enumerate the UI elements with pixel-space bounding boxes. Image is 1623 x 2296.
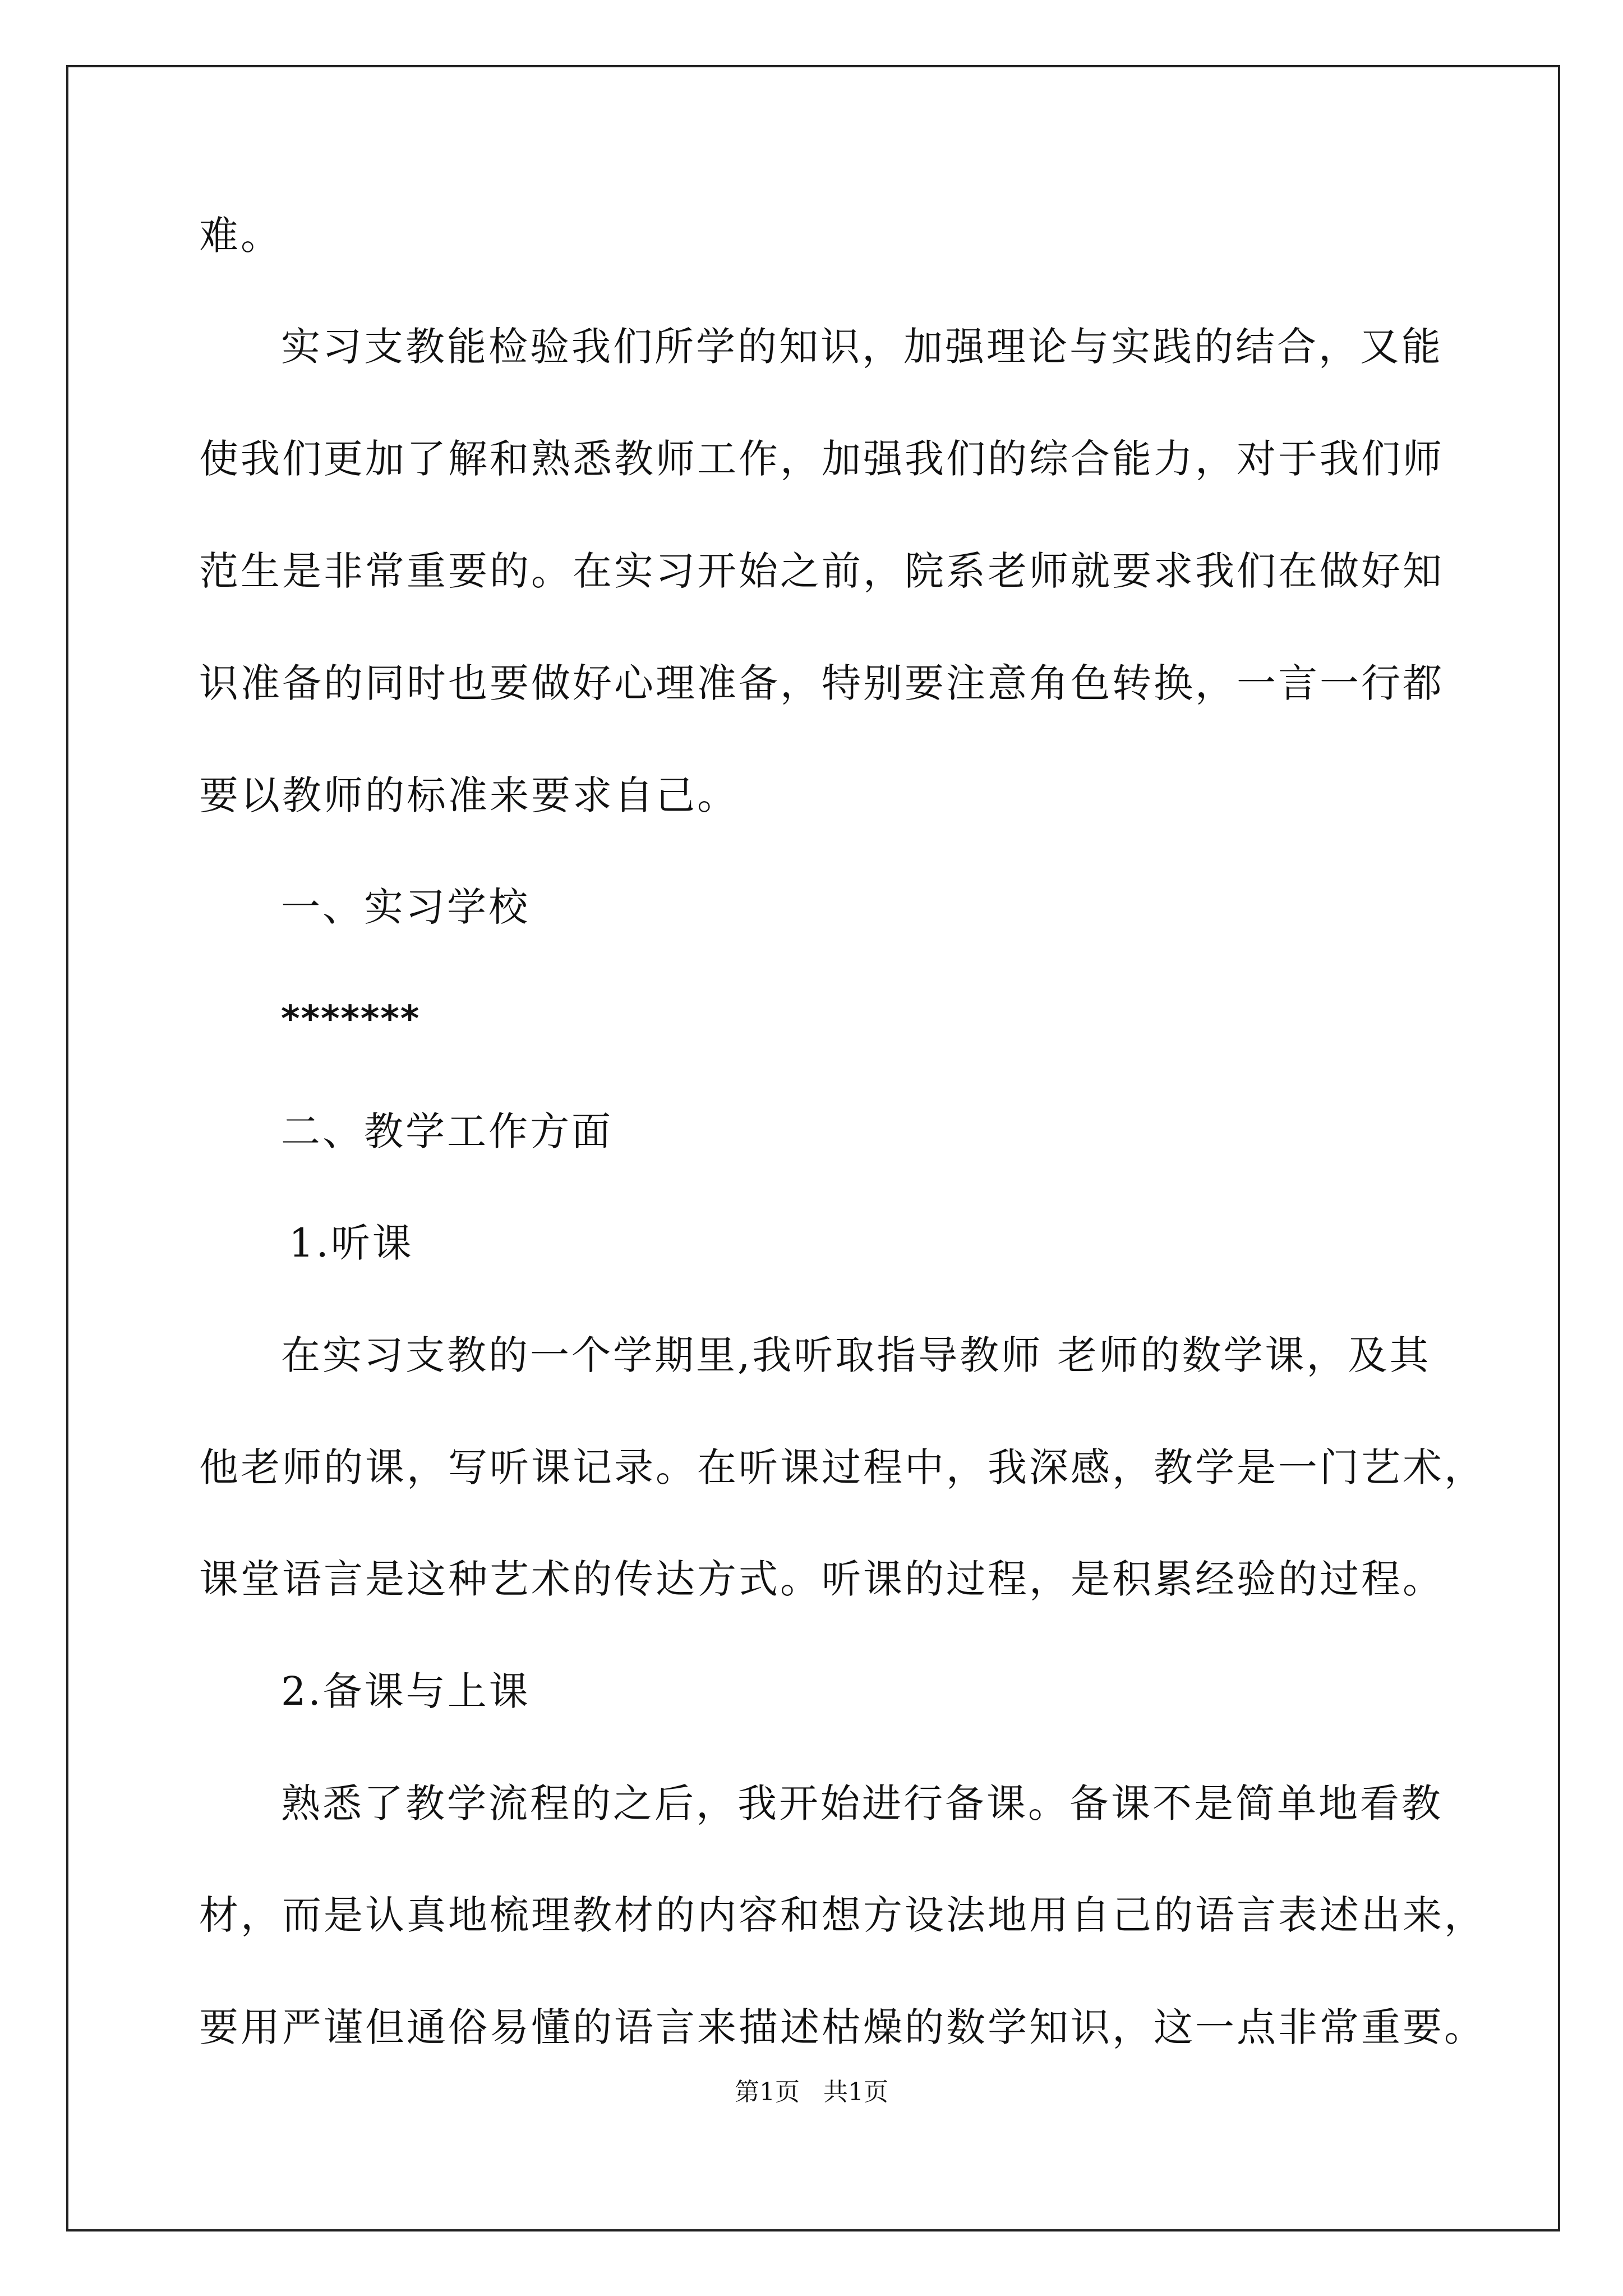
paragraph-line: 在实习支教的一个学期里,我听取指导教师 老师的数学课，及其 [281,1332,1431,1378]
text-line: 使我们更加了解和熟悉教师工作，加强我们的综合能力，对于我们师 [199,436,1444,482]
paragraph-line: 熟悉了教学流程的之后，我开始进行备课。备课不是简单地看教 [281,1780,1443,1826]
school-name-masked: ******* [281,999,421,1040]
paragraph-line: 实习支教能检验我们所学的知识，加强理论与实践的结合，又能 [281,324,1443,370]
text-line: 范生是非常重要的。在实习开始之前，院系老师就要求我们在做好知 [199,548,1444,594]
subsection-heading: 2.备课与上课 [281,1668,531,1714]
text-line: 要以教师的标准来要求自己。 [199,772,739,818]
page-number: 第1页 共1页 [735,2078,888,2106]
text-line: 课堂语言是这种艺术的传达方式。听课的过程，是积累经验的过程。 [199,1556,1444,1602]
section-heading: 二、教学工作方面 [281,1108,613,1154]
text-line: 材，而是认真地梳理教材的内容和想方设法地用自己的语言表述出来， [199,1892,1486,1938]
text-line: 要用严谨但通俗易懂的语言来描述枯燥的数学知识，这一点非常重要。 [199,2004,1486,2050]
section-heading: 一、实习学校 [281,884,530,930]
text-line: 难。 [199,213,282,259]
text-line: 识准备的同时也要做好心理准备，特别要注意角色转换，一言一行都 [199,660,1444,706]
subsection-heading: 1.听课 [289,1220,414,1266]
text-line: 他老师的课，写听课记录。在听课过程中，我深感，教学是一门艺术， [199,1444,1486,1490]
